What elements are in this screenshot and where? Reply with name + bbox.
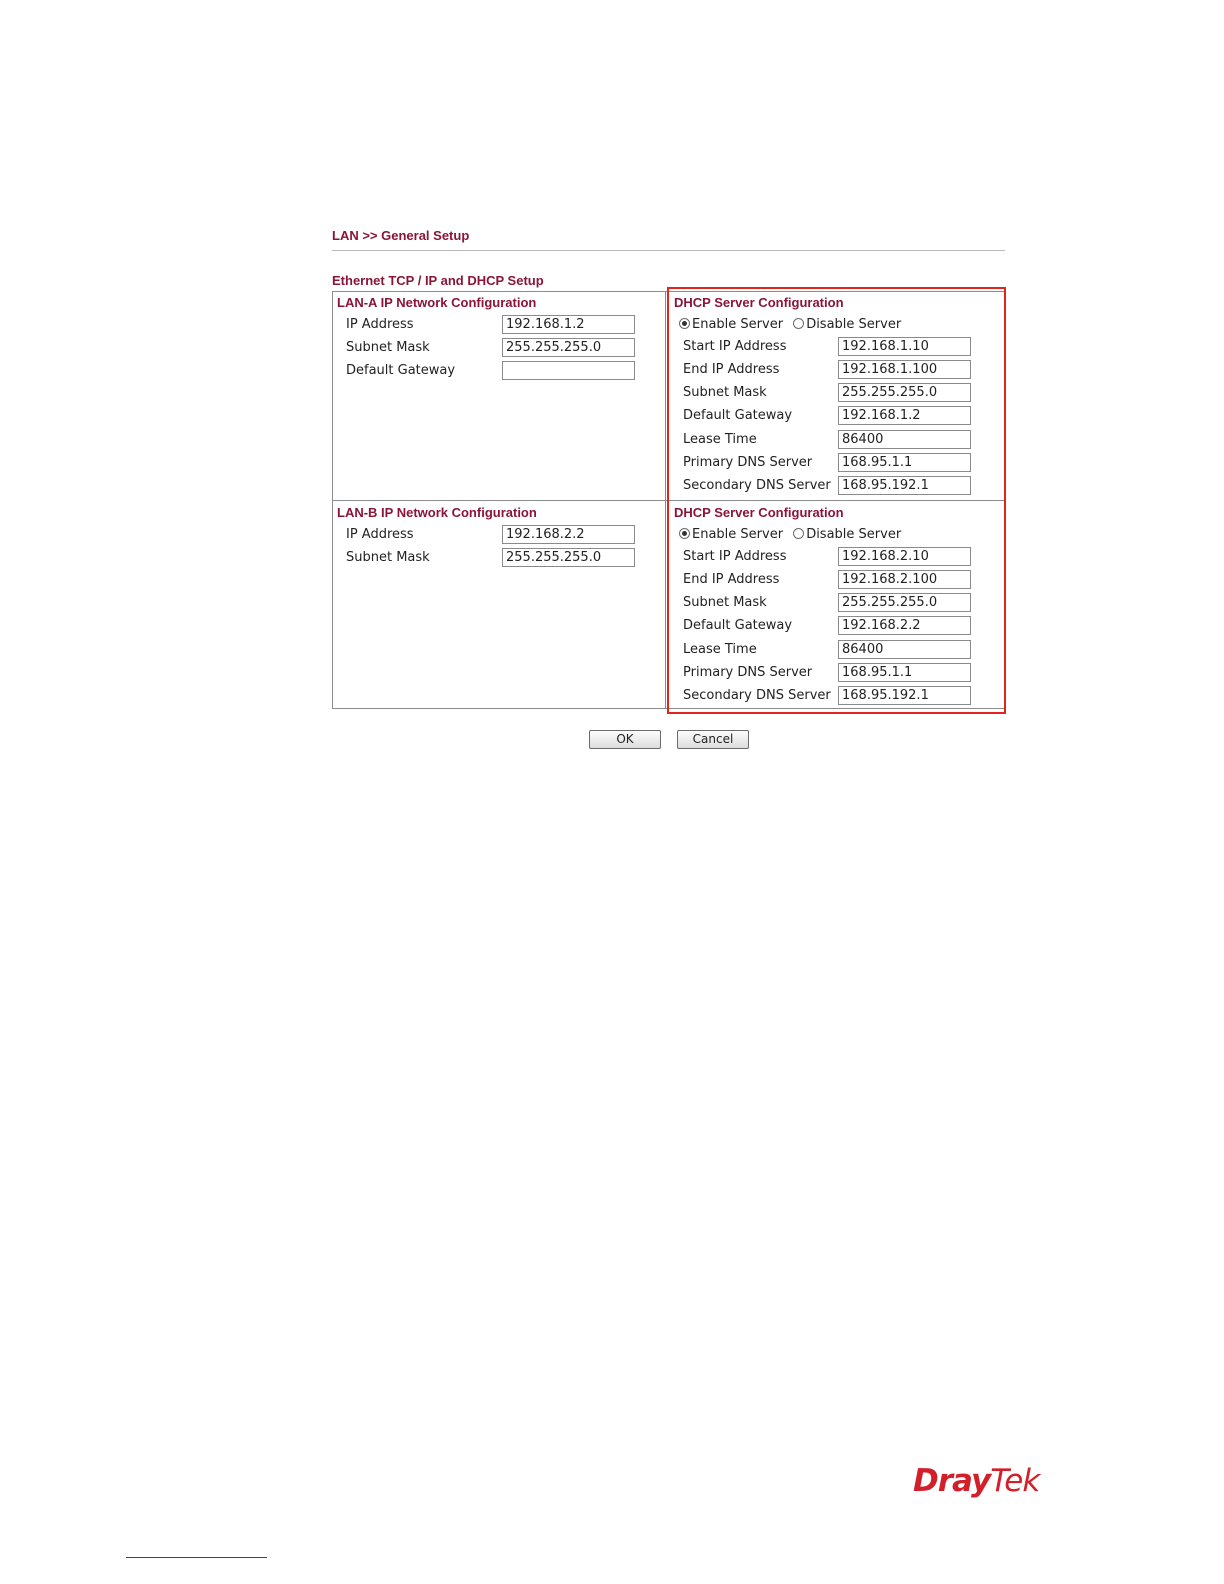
dhcp-a-mask-input[interactable] <box>838 383 971 402</box>
dhcp-a-dns1-input[interactable] <box>838 453 971 472</box>
lan-b-ip-input[interactable] <box>502 525 635 544</box>
dhcp-a-enable-radio[interactable] <box>679 318 690 329</box>
dhcp-b-gateway-input[interactable] <box>838 616 971 635</box>
lan-a-gateway-label: Default Gateway <box>346 363 456 378</box>
dhcp-b-mask-label: Subnet Mask <box>683 595 767 610</box>
dhcp-b-start-ip-label: Start IP Address <box>683 549 787 564</box>
ok-button[interactable]: OK <box>589 730 661 749</box>
lan-a-mask-input[interactable] <box>502 338 635 357</box>
dhcp-b-enable-label: Enable Server <box>692 527 784 542</box>
dhcp-b-lease-input[interactable] <box>838 640 971 659</box>
draytek-logo <box>913 1463 1039 1499</box>
dhcp-b-disable-label: Disable Server <box>806 527 902 542</box>
lan-a-mask-label: Subnet Mask <box>346 340 430 355</box>
breadcrumb: LAN >> General Setup <box>332 228 470 243</box>
lan-b-title: LAN-B IP Network Configuration <box>337 505 537 520</box>
lan-b-mask-label: Subnet Mask <box>346 550 430 565</box>
logo-text-bold: Dray <box>913 1463 991 1499</box>
lan-b-mask-input[interactable] <box>502 548 635 567</box>
dhcp-b-dns1-label: Primary DNS Server <box>683 665 813 680</box>
dhcp-b-end-ip-label: End IP Address <box>683 572 780 587</box>
dhcp-b-mask-input[interactable] <box>838 593 971 612</box>
dhcp-a-gateway-label: Default Gateway <box>683 408 793 423</box>
dhcp-a-mask-label: Subnet Mask <box>683 385 767 400</box>
dhcp-a-disable-label: Disable Server <box>806 317 902 332</box>
dhcp-a-lease-label: Lease Time <box>683 432 757 447</box>
dhcp-b-mode-group <box>679 527 901 542</box>
dhcp-a-lease-input[interactable] <box>838 430 971 449</box>
cancel-button[interactable]: Cancel <box>677 730 749 749</box>
dhcp-a-title: DHCP Server Configuration <box>674 295 844 310</box>
section-title: Ethernet TCP / IP and DHCP Setup <box>332 273 544 288</box>
breadcrumb-divider <box>332 250 1005 251</box>
lan-a-title: LAN-A IP Network Configuration <box>337 295 537 310</box>
dhcp-a-end-ip-label: End IP Address <box>683 362 780 377</box>
footer-link-underline <box>126 1557 267 1558</box>
lan-a-ip-input[interactable] <box>502 315 635 334</box>
dhcp-b-enable-radio[interactable] <box>679 528 690 539</box>
lan-b-ip-label: IP Address <box>346 527 414 542</box>
dhcp-a-dns2-input[interactable] <box>838 476 971 495</box>
dhcp-b-disable-option[interactable] <box>793 527 901 542</box>
dhcp-b-gateway-label: Default Gateway <box>683 618 793 633</box>
dhcp-b-title: DHCP Server Configuration <box>674 505 844 520</box>
dhcp-a-dns2-label: Secondary DNS Server <box>683 478 831 493</box>
dhcp-a-enable-label: Enable Server <box>692 317 784 332</box>
dhcp-b-end-ip-input[interactable] <box>838 570 971 589</box>
dhcp-a-dns1-label: Primary DNS Server <box>683 455 813 470</box>
dhcp-a-disable-radio[interactable] <box>793 318 804 329</box>
dhcp-b-disable-radio[interactable] <box>793 528 804 539</box>
dhcp-a-start-ip-label: Start IP Address <box>683 339 787 354</box>
dhcp-a-end-ip-input[interactable] <box>838 360 971 379</box>
dhcp-b-dns1-input[interactable] <box>838 663 971 682</box>
dhcp-b-lease-label: Lease Time <box>683 642 757 657</box>
dhcp-b-enable-option[interactable] <box>679 527 783 542</box>
dhcp-b-dns2-input[interactable] <box>838 686 971 705</box>
lan-a-gateway-input[interactable] <box>502 361 635 380</box>
dhcp-a-gateway-input[interactable] <box>838 406 971 425</box>
dhcp-a-mode-group <box>679 317 901 332</box>
dhcp-a-start-ip-input[interactable] <box>838 337 971 356</box>
dhcp-a-enable-option[interactable] <box>679 317 783 332</box>
dhcp-a-disable-option[interactable] <box>793 317 901 332</box>
logo-text-light: Tek <box>990 1463 1040 1499</box>
dhcp-b-start-ip-input[interactable] <box>838 547 971 566</box>
dhcp-b-dns2-label: Secondary DNS Server <box>683 688 831 703</box>
lan-a-ip-label: IP Address <box>346 317 414 332</box>
